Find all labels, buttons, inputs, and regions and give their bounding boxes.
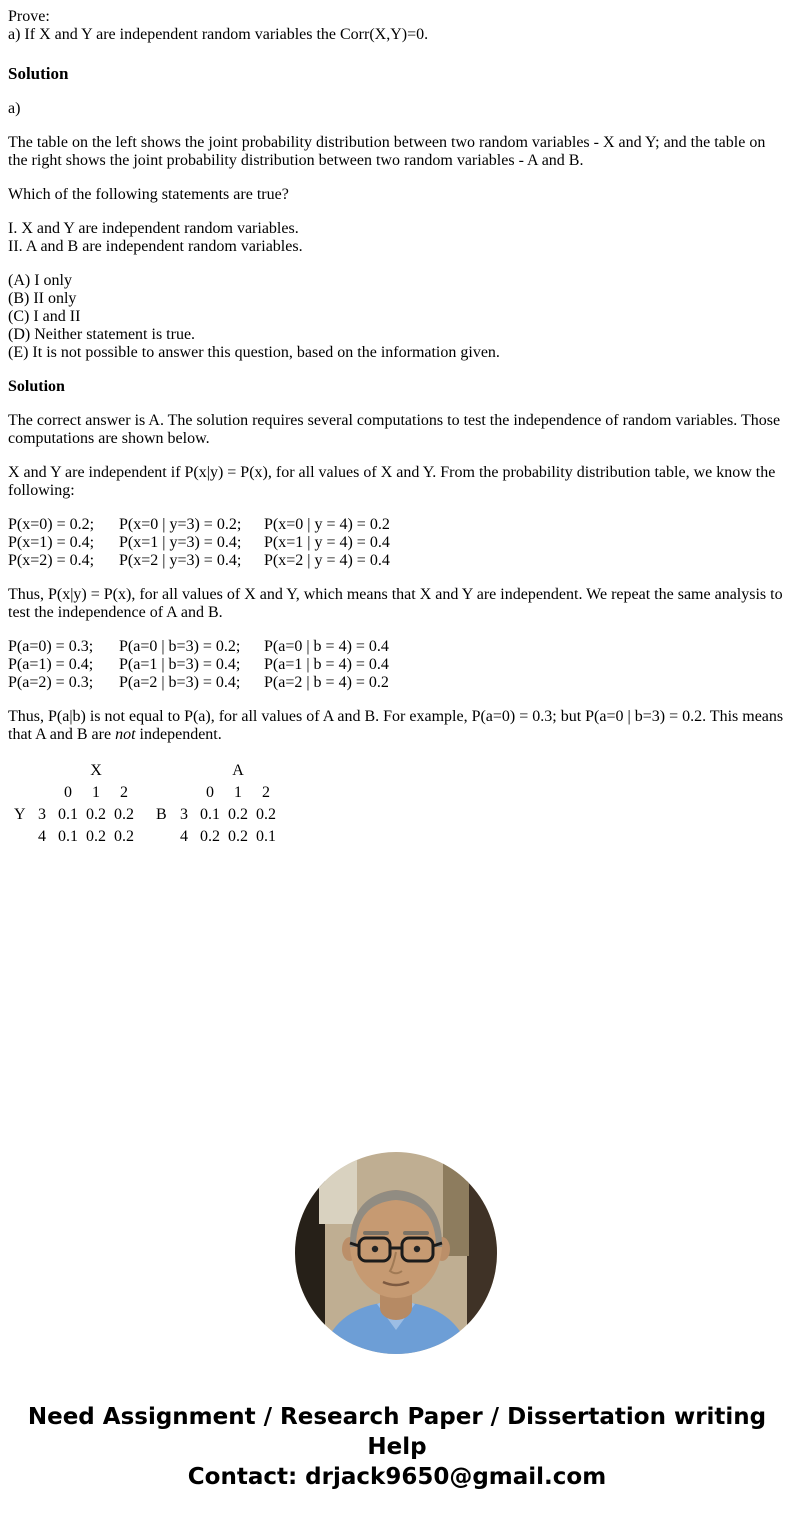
xy-computations: [8, 516, 786, 570]
intro-paragraph: The table on the left shows the joint probability distribution between two random variables - X and Y; and the table on the right shows the joint probability distribution between two random variables - A and B.: [8, 134, 766, 169]
empty-cell: [152, 782, 172, 804]
xy-computation-row-2: [8, 534, 786, 552]
solution-heading-2: Solution: [8, 378, 65, 395]
answer-paragraph: The correct answer is A. The solution requires several computations to test the independence of random variables. Those computations are shown below.: [8, 412, 781, 447]
prob-conditional-b4: P(x=0 | y = 4) = 0.2: [264, 516, 390, 533]
table-row: [152, 826, 280, 848]
conclusion-text-end: independent.: [135, 726, 222, 743]
table-row: [10, 826, 138, 848]
statements-block: [8, 220, 786, 256]
empty-cell: [30, 782, 54, 804]
table-row: [152, 782, 280, 804]
xy-row-value: 4: [38, 828, 46, 845]
ab-cell: 0.1: [200, 806, 220, 823]
empty-cell: [172, 782, 196, 804]
ab-independence-intro: Thus, P(x|y) = P(x), for all values of X and Y, which means that X and Y are independent. We repeat the same analysis to test the independence of A and B.: [8, 586, 783, 621]
conclusion-text: Thus, P(a|b) is not equal to P(a), for all values of A and B. For example, P(a=0) = 0.3; but P(a=0 | b=3) = 0.2. This means that A and B are: [8, 708, 784, 743]
choice-d: (D) Neither statement is true.: [8, 326, 196, 343]
xy-col-header: X: [90, 762, 102, 779]
xy-row-header: Y: [14, 806, 26, 823]
ab-cell: 0.2: [200, 828, 220, 845]
ab-col-1: 1: [234, 784, 242, 801]
help-text: Need Assignment / Research Paper / Dissertation writing Help: [27, 1404, 767, 1460]
choice-c: (C) I and II: [8, 308, 81, 325]
xy-cell: 0.1: [58, 806, 78, 823]
ab-col-0: 0: [206, 784, 214, 801]
ab-cell: 0.2: [228, 806, 248, 823]
footer: [0, 1402, 794, 1492]
xy-cell: 0.1: [58, 828, 78, 845]
empty-cell: [10, 782, 30, 804]
part-a-label: a): [8, 100, 21, 117]
xy-col-1: 1: [92, 784, 100, 801]
empty-cell: [152, 826, 172, 848]
prob-marginal: P(a=1) = 0.4;: [8, 656, 94, 673]
ab-row-header: B: [156, 806, 167, 823]
prove-label: Prove:: [8, 8, 50, 25]
choice-b: (B) II only: [8, 290, 77, 307]
prob-conditional-b3: P(a=2 | b=3) = 0.4;: [119, 674, 241, 691]
prob-conditional-b4: P(x=2 | y = 4) = 0.4: [264, 552, 390, 569]
prob-conditional-b3: P(x=0 | y=3) = 0.2;: [119, 516, 242, 533]
empty-cell: [10, 760, 30, 782]
ab-computations: [8, 638, 786, 692]
joint-distribution-tables: [10, 760, 786, 848]
xy-independence-intro: X and Y are independent if P(x|y) = P(x), for all values of X and Y. From the probability distribution table, we know the following:: [8, 464, 776, 499]
prob-marginal: P(x=2) = 0.4;: [8, 552, 95, 569]
xy-col-0: 0: [64, 784, 72, 801]
prob-conditional-b3: P(x=1 | y=3) = 0.4;: [119, 534, 242, 551]
empty-cell: [152, 760, 172, 782]
ab-cell: 0.2: [228, 828, 248, 845]
ab-cell: 0.2: [256, 806, 276, 823]
question-text: Which of the following statements are true?: [8, 186, 289, 203]
table-row: [10, 782, 138, 804]
choice-e: (E) It is not possible to answer this question, based on the information given.: [8, 344, 500, 361]
table-row: [152, 804, 280, 826]
prob-conditional-b4: P(a=2 | b = 4) = 0.2: [264, 674, 389, 691]
solution-heading-1: Solution: [8, 64, 69, 83]
xy-cell: 0.2: [114, 828, 134, 845]
xy-computation-row-1: [8, 516, 786, 534]
empty-cell: [30, 760, 54, 782]
table-row: [152, 760, 280, 782]
xy-cell: 0.2: [86, 828, 106, 845]
xy-computation-row-3: [8, 552, 786, 570]
xy-col-2: 2: [120, 784, 128, 801]
xy-cell: 0.2: [114, 806, 134, 823]
joint-distribution-table-ab: [152, 760, 280, 848]
statement-i: I. X and Y are independent random variables.: [8, 220, 299, 237]
joint-distribution-table-xy: [10, 760, 138, 848]
ab-row-value: 3: [180, 806, 188, 823]
statement-ii: II. A and B are independent random variables.: [8, 238, 303, 255]
conclusion-paragraph: [8, 708, 786, 744]
prob-marginal: P(a=0) = 0.3;: [8, 638, 94, 655]
prob-conditional-b3: P(a=1 | b=3) = 0.4;: [119, 656, 241, 673]
ab-col-header: A: [232, 762, 244, 779]
ab-cell: 0.1: [256, 828, 276, 845]
xy-cell: 0.2: [86, 806, 106, 823]
portrait-illustration: [295, 1152, 497, 1354]
tutor-photo: [295, 1152, 497, 1354]
prob-conditional-b4: P(a=0 | b = 4) = 0.4: [264, 638, 389, 655]
prob-marginal: P(x=1) = 0.4;: [8, 534, 95, 551]
conclusion-emphasis: not: [115, 726, 136, 743]
prove-item: a) If X and Y are independent random variables the Corr(X,Y)=0.: [8, 26, 429, 43]
prob-conditional-b4: P(a=1 | b = 4) = 0.4: [264, 656, 389, 673]
ab-row-value: 4: [180, 828, 188, 845]
xy-row-value: 3: [38, 806, 46, 823]
contact-email: Contact: drjack9650@gmail.com: [187, 1464, 607, 1490]
table-row: [10, 804, 138, 826]
prob-conditional-b3: P(x=2 | y=3) = 0.4;: [119, 552, 242, 569]
prob-marginal: P(a=2) = 0.3;: [8, 674, 94, 691]
prob-marginal: P(x=0) = 0.2;: [8, 516, 95, 533]
table-row: [10, 760, 138, 782]
prob-conditional-b4: P(x=1 | y = 4) = 0.4: [264, 534, 390, 551]
ab-computation-row-1: [8, 638, 786, 656]
ab-col-2: 2: [262, 784, 270, 801]
ab-computation-row-3: [8, 674, 786, 692]
choice-a: (A) I only: [8, 272, 72, 289]
ab-computation-row-2: [8, 656, 786, 674]
empty-cell: [10, 826, 30, 848]
answer-choices: [8, 272, 786, 362]
prove-block: [8, 8, 786, 44]
prob-conditional-b3: P(a=0 | b=3) = 0.2;: [119, 638, 241, 655]
empty-cell: [172, 760, 196, 782]
